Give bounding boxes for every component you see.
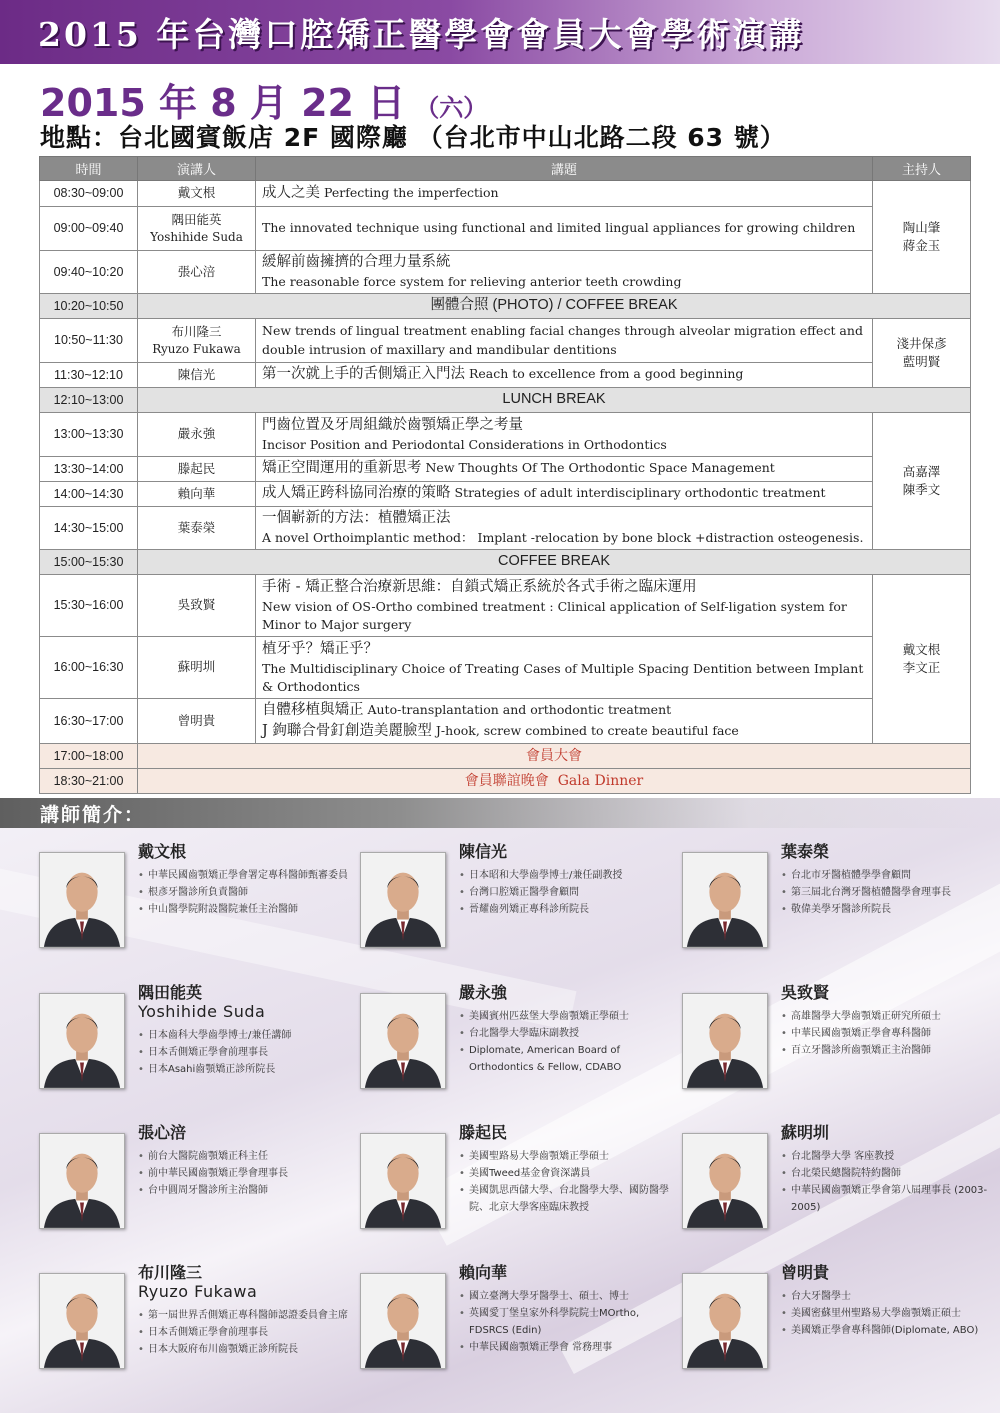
speaker-name-en: Yoshihide Suda	[138, 1002, 266, 1022]
bio-section-header	[0, 798, 1000, 828]
row-time: 17:00~18:00	[40, 744, 138, 769]
table-row	[40, 637, 971, 699]
host-cell	[873, 181, 971, 294]
table-row	[40, 457, 971, 482]
speaker-bio-list	[781, 1148, 993, 1216]
speaker-photo	[39, 993, 125, 1089]
speaker-bio-list	[138, 1307, 350, 1358]
break-label: COFFEE BREAK	[138, 550, 971, 575]
topic-en: New trends of lingual treatment enabling facial changes through alveolar migration effect and double intrusion of maxillary and mandibular dentitions	[262, 323, 863, 357]
portrait-icon	[361, 994, 445, 1088]
row-topic	[256, 507, 873, 550]
row-time: 08:30~09:00	[40, 181, 138, 207]
table-row	[40, 413, 971, 457]
bio-item: • 第三屆北台灣牙醫植體醫學會理事長	[781, 884, 993, 901]
host-name: 陶山肇	[902, 219, 941, 235]
row-topic	[256, 363, 873, 388]
bio-item: • 台大牙醫學士	[781, 1288, 993, 1305]
row-topic	[256, 319, 873, 363]
speaker-card	[360, 981, 670, 1101]
topic-zh: 成人矯正跨科協同治療的策略	[262, 485, 451, 502]
speaker-bio-list	[781, 867, 993, 918]
table-row	[40, 482, 971, 507]
topic-en: The reasonable force system for relieving anterior teeth crowding	[262, 274, 682, 290]
topic-zh: 手術 - 矯正整合治療新思維：自鎖式矯正系統於各式手術之臨床運用	[262, 578, 697, 595]
speaker-photo	[682, 1273, 768, 1369]
bio-item: • 台北市牙醫植體學學會顧問	[781, 867, 993, 884]
topic-en: A novel Orthoimplantic method： Implant -relocation by bone block +distraction osteogenesis.	[262, 530, 864, 546]
speaker-info	[781, 983, 993, 1059]
speaker-photo	[360, 852, 446, 948]
speaker-card	[39, 981, 349, 1101]
bio-item: • 根彥牙醫診所負責醫師	[138, 884, 350, 901]
speaker-photo	[360, 993, 446, 1089]
event-venue: 地點：台北國賓飯店 2F 國際廳 （台北市中山北路二段 63 號）	[40, 123, 786, 152]
speaker-bio-list	[459, 1008, 671, 1076]
speaker-photo	[39, 1133, 125, 1229]
break-row	[40, 294, 971, 319]
speaker-name: 吳致賢	[781, 983, 830, 1002]
topic-zh: 植牙乎？矯正乎？	[262, 640, 378, 657]
break-row	[40, 388, 971, 413]
bio-item: • 日本昭和大學齒學博士/兼任副教授	[459, 867, 671, 884]
row-time: 18:30~21:00	[40, 769, 138, 794]
portrait-icon	[40, 1134, 124, 1228]
speaker-photo	[39, 1273, 125, 1369]
speaker-info	[138, 842, 350, 918]
speaker-info	[781, 842, 993, 918]
speaker-info	[138, 1263, 350, 1358]
topic-zh: 第一次就上手的舌側矯正入門法	[262, 366, 465, 383]
host-name: 李文正	[902, 660, 941, 676]
bio-item: • 中華民國齒顎矯正學會 常務理事	[459, 1339, 671, 1356]
speaker-info	[459, 842, 671, 918]
speaker-name: 賴向華	[459, 1263, 508, 1282]
bio-item: • 台北榮民總醫院特約醫師	[781, 1165, 993, 1182]
portrait-icon	[361, 1274, 445, 1368]
host-name: 高嘉澤	[902, 463, 941, 479]
row-speaker	[138, 319, 256, 363]
speaker-card	[39, 840, 349, 960]
row-topic	[256, 637, 873, 699]
speaker-card	[360, 1261, 670, 1381]
bio-item: • 美國聖路易大學齒顎矯正學碩士	[459, 1148, 671, 1165]
host-name: 戴文根	[902, 641, 941, 657]
bio-item: • 敬偉美學牙醫診所院長	[781, 901, 993, 918]
row-speaker: 張心涪	[138, 251, 256, 294]
topic-zh: 自體移植與矯正	[262, 702, 364, 718]
speaker-name-en: Ryuzo Fukawa	[138, 1282, 258, 1302]
col-header-time: 時間	[40, 157, 138, 181]
meeting-row	[40, 744, 971, 769]
host-name: 蔣金玉	[902, 238, 941, 253]
portrait-icon	[40, 994, 124, 1088]
speaker-zh: 隅田能英	[171, 211, 222, 227]
speaker-card	[39, 1121, 349, 1241]
bio-item: • 日本齒科大學齒學博士/兼任講師	[138, 1027, 350, 1044]
row-time: 16:30~17:00	[40, 699, 138, 744]
row-topic	[256, 482, 873, 507]
bio-item: • 前台大醫院齒顎矯正科主任	[138, 1148, 350, 1165]
row-time: 09:40~10:20	[40, 251, 138, 294]
speaker-bio-list	[459, 1148, 671, 1216]
row-time: 13:00~13:30	[40, 413, 138, 457]
speaker-en: Yoshihide Suda	[150, 229, 243, 244]
break-label: 團體合照 (PHOTO) / COFFEE BREAK	[138, 294, 971, 319]
speaker-name: 嚴永強	[459, 983, 508, 1002]
topic-en: Strategies of adult interdisciplinary orthodontic treatment	[454, 485, 826, 501]
break-label: LUNCH BREAK	[138, 388, 971, 413]
row-speaker: 蘇明圳	[138, 637, 256, 699]
topic-en: J-hook, screw combined to create beautiful face	[435, 723, 739, 739]
speaker-name: 曾明貴	[781, 1263, 830, 1282]
host-cell	[873, 575, 971, 744]
host-name: 淺井保彥	[896, 335, 947, 351]
speaker-card	[682, 1121, 992, 1241]
bio-item: • 台北醫學大學 客座教授	[781, 1148, 993, 1165]
table-row	[40, 251, 971, 294]
row-speaker: 戴文根	[138, 181, 256, 207]
speaker-info	[138, 1123, 350, 1199]
speaker-bio-list	[138, 1027, 350, 1078]
bio-item: • Diplomate, American Board of Orthodontics & Fellow, CDABO	[459, 1042, 671, 1076]
speaker-info	[781, 1123, 993, 1216]
speaker-card	[682, 981, 992, 1101]
topic-zh: J 鉤聯合骨釘創造美麗臉型	[262, 723, 432, 740]
topic-en: New vision of OS-Ortho combined treatment : Clinical application of Self-ligation system for Minor to Major surgery	[262, 598, 847, 632]
bio-item: • 美國矯正學會專科醫師(Diplomate, ABO)	[781, 1322, 993, 1339]
bio-item: • 中華民國齒顎矯正學會專科醫師	[781, 1025, 993, 1042]
topic-en: Reach to excellence from a good beginning	[468, 366, 744, 382]
speaker-bio-list	[781, 1288, 993, 1339]
host-name: 陳季文	[902, 482, 941, 497]
row-speaker: 陳信光	[138, 363, 256, 388]
speaker-info	[459, 1123, 671, 1216]
break-row	[40, 550, 971, 575]
topic-zh: 矯正空間運用的重新思考	[262, 460, 422, 477]
speaker-name: 葉泰榮	[781, 842, 830, 861]
bio-item: • 台北醫學大學臨床副教授	[459, 1025, 671, 1042]
speaker-name: 蘇明圳	[781, 1123, 830, 1142]
meeting-label-en: Gala Dinner	[557, 772, 644, 789]
schedule-table	[39, 156, 971, 794]
speaker-card	[360, 840, 670, 960]
bio-item: • 國立臺灣大學牙醫學士、碩士、博士	[459, 1288, 671, 1305]
row-topic	[256, 699, 873, 744]
row-topic	[256, 207, 873, 251]
host-cell	[873, 413, 971, 550]
row-speaker: 賴向華	[138, 482, 256, 507]
bio-item: • 中華民國齒顎矯正學會第八屆理事長 (2003-2005)	[781, 1182, 993, 1216]
table-row	[40, 575, 971, 637]
topic-zh: 緩解前齒擁擠的合理力量系統	[262, 254, 451, 271]
row-topic	[256, 413, 873, 457]
header-banner	[0, 0, 1000, 64]
row-time: 15:30~16:00	[40, 575, 138, 637]
speaker-zh: 布川隆三	[171, 323, 222, 339]
schedule-header-row	[40, 157, 971, 181]
row-speaker: 葉泰榮	[138, 507, 256, 550]
meeting-label: 會員大會	[138, 744, 971, 769]
speaker-info	[459, 1263, 671, 1356]
row-time: 10:50~11:30	[40, 319, 138, 363]
bio-item: • 英國愛丁堡皇家外科學院院士MOrtho, FDSRCS (Edin)	[459, 1305, 671, 1339]
speaker-name: 張心涪	[138, 1123, 187, 1142]
event-day-of-week: （六）	[415, 94, 488, 122]
topic-en: New Thoughts Of The Orthodontic Space Management	[425, 460, 775, 476]
portrait-icon	[361, 853, 445, 947]
bio-item: • 美國Tweed基金會資深講員	[459, 1165, 671, 1182]
meeting-label-zh: 會員聯誼晚會	[464, 772, 549, 789]
bio-item: • 日本舌側矯正學會前理事長	[138, 1324, 350, 1341]
table-row	[40, 363, 971, 388]
row-topic	[256, 181, 873, 207]
speaker-photo	[360, 1273, 446, 1369]
row-topic	[256, 457, 873, 482]
bio-item: • 美國凱思西儲大學、台北醫學大學、國防醫學院、北京大學客座臨床教授	[459, 1182, 671, 1216]
speaker-card	[682, 840, 992, 960]
speaker-photo	[682, 993, 768, 1089]
speaker-bio-list	[138, 867, 350, 918]
row-time: 16:00~16:30	[40, 637, 138, 699]
speaker-bio-list	[781, 1008, 993, 1059]
topic-en: The Multidisciplinary Choice of Treating Cases of Multiple Spacing Dentition between Implant & Orthodontics	[262, 660, 864, 694]
speaker-info	[459, 983, 671, 1076]
event-title: 2015 年台灣口腔矯正醫學會會員大會學術演講	[38, 14, 805, 54]
bio-item: • 美國密蘇里州聖路易大學齒顎矯正碩士	[781, 1305, 993, 1322]
speaker-photo	[682, 1133, 768, 1229]
topic-zh: 成人之美	[262, 184, 320, 201]
host-cell	[873, 319, 971, 388]
col-header-topic: 講題	[256, 157, 873, 181]
table-row	[40, 507, 971, 550]
row-time: 14:30~15:00	[40, 507, 138, 550]
bio-item: • 台灣口腔矯正醫學會顧問	[459, 884, 671, 901]
topic-en: The innovated technique using functional and limited lingual appliances for growing children	[262, 220, 856, 236]
row-speaker: 嚴永強	[138, 413, 256, 457]
row-time: 12:10~13:00	[40, 388, 138, 413]
bio-item: • 中華民國齒顎矯正學會署定專科醫師甄審委員	[138, 867, 350, 884]
speaker-en: Ryuzo Fukawa	[152, 341, 241, 356]
row-time: 13:30~14:00	[40, 457, 138, 482]
speaker-card	[682, 1261, 992, 1381]
bio-item: • 台中圓周牙醫診所主治醫師	[138, 1182, 350, 1199]
bio-item: • 晉耀齒列矯正專科診所院長	[459, 901, 671, 918]
portrait-icon	[683, 853, 767, 947]
table-row	[40, 699, 971, 744]
bio-item: • 高雄醫學大學齒顎矯正研究所碩士	[781, 1008, 993, 1025]
speaker-name: 隅田能英	[138, 983, 203, 1002]
speaker-card	[360, 1121, 670, 1241]
portrait-icon	[683, 1274, 767, 1368]
bio-item: • 日本舌側矯正學會前理事長	[138, 1044, 350, 1061]
table-row	[40, 207, 971, 251]
topic-en: Perfecting the imperfection	[323, 184, 499, 200]
table-row	[40, 181, 971, 207]
topic-zh: 一個嶄新的方法：植體矯正法	[262, 510, 451, 527]
topic-zh: 門齒位置及牙周組織於齒顎矯正學之考量	[262, 416, 523, 433]
table-row	[40, 319, 971, 363]
bio-item: • 第一屆世界舌側矯正專科醫師認證委員會主席	[138, 1307, 350, 1324]
bio-item: • 日本Asahi齒顎矯正診所院長	[138, 1061, 350, 1078]
speaker-photo	[682, 852, 768, 948]
col-header-speaker: 演講人	[138, 157, 256, 181]
speaker-info	[138, 983, 350, 1078]
speaker-bio-list	[459, 867, 671, 918]
speaker-name: 滕起民	[459, 1123, 508, 1142]
col-header-host: 主持人	[873, 157, 971, 181]
bio-item: • 日本大阪府布川齒顎矯正診所院長	[138, 1341, 350, 1358]
speaker-info	[781, 1263, 993, 1339]
row-speaker: 滕起民	[138, 457, 256, 482]
row-time: 11:30~12:10	[40, 363, 138, 388]
meeting-label	[138, 769, 971, 794]
meeting-row	[40, 769, 971, 794]
bio-item: • 百立牙醫診所齒顎矯正主治醫師	[781, 1042, 993, 1059]
portrait-icon	[683, 1134, 767, 1228]
event-date-main: 2015 年 8 月 22 日	[40, 81, 406, 125]
host-name: 藍明賢	[902, 354, 941, 369]
row-speaker: 吳致賢	[138, 575, 256, 637]
row-time: 09:00~09:40	[40, 207, 138, 251]
bio-section-title: 講師簡介：	[40, 803, 146, 826]
bio-item: • 前中華民國齒顎矯正學會理事長	[138, 1165, 350, 1182]
speaker-name: 陳信光	[459, 842, 508, 861]
portrait-icon	[40, 853, 124, 947]
speaker-name: 戴文根	[138, 842, 187, 861]
row-time: 15:00~15:30	[40, 550, 138, 575]
portrait-icon	[361, 1134, 445, 1228]
speaker-photo	[39, 852, 125, 948]
row-speaker	[138, 207, 256, 251]
speaker-name: 布川隆三	[138, 1263, 203, 1282]
row-speaker: 曾明貴	[138, 699, 256, 744]
row-topic	[256, 251, 873, 294]
speaker-photo	[360, 1133, 446, 1229]
topic-en: Incisor Position and Periodontal Considerations in Orthodontics	[262, 436, 667, 452]
row-topic	[256, 575, 873, 637]
speaker-card	[39, 1261, 349, 1381]
topic-en: Auto-transplantation and orthodontic treatment	[367, 702, 672, 717]
portrait-icon	[40, 1274, 124, 1368]
bio-item: • 中山醫學院附設醫院兼任主治醫師	[138, 901, 350, 918]
portrait-icon	[683, 994, 767, 1088]
speaker-bio-list	[459, 1288, 671, 1356]
speaker-bio-section	[0, 798, 1000, 1413]
row-time: 10:20~10:50	[40, 294, 138, 319]
speaker-bio-list	[138, 1148, 350, 1199]
row-time: 14:00~14:30	[40, 482, 138, 507]
bio-item: • 美國賓州匹茲堡大學齒顎矯正學碩士	[459, 1008, 671, 1025]
